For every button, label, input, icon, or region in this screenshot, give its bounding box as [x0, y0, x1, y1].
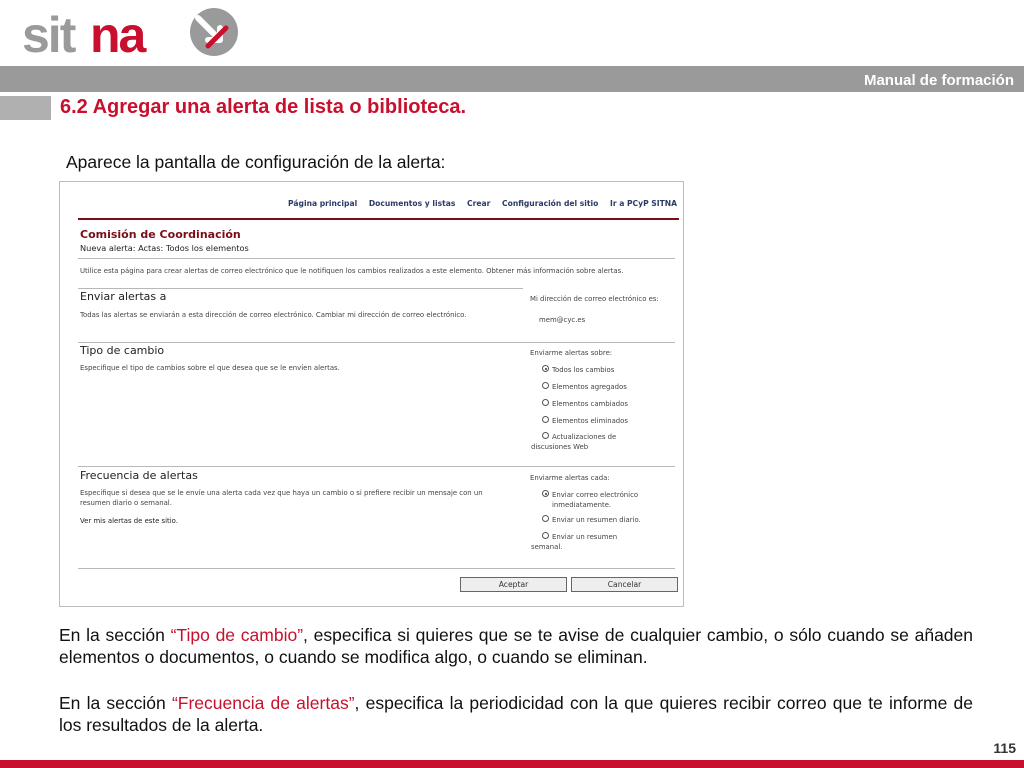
- radio-icon: [542, 399, 549, 406]
- top-nav: [279, 199, 677, 208]
- radio-items-deleted[interactable]: Elementos eliminados: [542, 416, 652, 426]
- change-type-description: Especifique el tipo de cambios sobre el que desea que se le envíen alertas.: [80, 364, 340, 372]
- logo-text-sit: sit: [22, 7, 75, 62]
- highlight-frequency: “Frecuencia de alertas”: [171, 693, 355, 713]
- radio-items-added[interactable]: Elementos agregados: [542, 382, 652, 392]
- accept-button[interactable]: Aceptar: [460, 577, 567, 592]
- paragraph-change-type: En la sección “Tipo de cambio”, especifica si quieres que se te avise de cualquier cambio, o sólo cuando se añaden elementos o documentos, o cuando se modifica algo, o cuando se eliminan.: [59, 625, 973, 667]
- send-to-heading: Enviar alertas a: [80, 290, 167, 303]
- divider: [78, 466, 675, 467]
- intro-text: Aparece la pantalla de configuración de la alerta:: [66, 152, 446, 172]
- page-description: Utilice esta página para crear alertas de correo electrónico que le notifiquen los cambios realizados a este elemento. Obtener más información sobre alertas.: [80, 267, 624, 275]
- radio-icon: [542, 532, 549, 539]
- radio-icon: [542, 416, 549, 423]
- send-to-description: Todas las alertas se enviarán a esta dirección de correo electrónico. Cambiar mi dirección de correo electrónico.: [80, 311, 467, 319]
- nav-divider: [78, 218, 679, 220]
- nav-home-link[interactable]: Página principal: [288, 199, 358, 208]
- radio-web-discussions[interactable]: Actualizaciones de discusiones Web: [531, 433, 617, 451]
- email-value: mem@cyc.es: [539, 316, 586, 324]
- radio-icon: [542, 382, 549, 389]
- paragraph-frequency: En la sección “Frecuencia de alertas”, especifica la periodicidad con la que quieres recibir correo que te informe de los resultados de la alerta.: [59, 693, 973, 735]
- divider: [78, 342, 675, 343]
- divider: [78, 258, 675, 259]
- radio-send-immediately[interactable]: Enviar correo electrónico inmediatamente.: [542, 490, 647, 510]
- nav-create-link[interactable]: Crear: [467, 199, 491, 208]
- radio-selected-icon: [542, 490, 549, 497]
- manual-label: Manual de formación: [863, 72, 1014, 89]
- radio-all-changes[interactable]: Todos los cambios: [542, 365, 652, 375]
- divider: [78, 568, 675, 569]
- radio-items-changed[interactable]: Elementos cambiados: [542, 399, 652, 409]
- frequency-description: Especifique si desea que se le envíe una alerta cada vez que haya un cambio o si prefiere recibir un mensaje con un resumen diario o semanal.: [80, 489, 483, 507]
- radio-selected-icon: [542, 365, 549, 372]
- page-subtitle: Nueva alerta: Actas: Todos los elementos: [80, 243, 249, 253]
- alert-config-screenshot: [59, 181, 684, 607]
- cancel-button[interactable]: Cancelar: [571, 577, 678, 592]
- radio-weekly-summary[interactable]: Enviar un resumen semanal.: [531, 533, 618, 551]
- change-type-heading: Tipo de cambio: [80, 344, 165, 357]
- nav-docs-lists-link[interactable]: Documentos y listas: [368, 199, 456, 208]
- my-alerts-link[interactable]: Ver mis alertas de este sitio.: [80, 517, 178, 525]
- frequency-heading: Frecuencia de alertas: [80, 469, 198, 482]
- divider: [78, 288, 523, 289]
- email-label: Mi dirección de correo electrónico es:: [530, 295, 659, 303]
- radio-icon: [542, 432, 549, 439]
- radio-icon: [542, 515, 549, 522]
- logo-text-na: na: [90, 7, 145, 62]
- sitna-logo: [22, 6, 242, 62]
- nav-go-to-link[interactable]: Ir a PCyP SITNA: [610, 199, 677, 208]
- highlight-change-type: “Tipo de cambio”: [170, 625, 304, 645]
- page-number: 115: [993, 740, 1016, 756]
- footer-bar: [0, 760, 1024, 768]
- frequency-label: Enviarme alertas cada:: [530, 474, 610, 482]
- nav-site-settings-link[interactable]: Configuración del sitio: [502, 199, 599, 208]
- change-type-label: Enviarme alertas sobre:: [530, 349, 613, 357]
- site-title: Comisión de Coordinación: [80, 228, 241, 241]
- radio-daily-summary[interactable]: Enviar un resumen diario.: [542, 515, 652, 525]
- section-title: 6.2 Agregar una alerta de lista o biblioteca.: [60, 96, 467, 118]
- header-bar: [0, 66, 1024, 92]
- title-accent-bar: [0, 96, 51, 120]
